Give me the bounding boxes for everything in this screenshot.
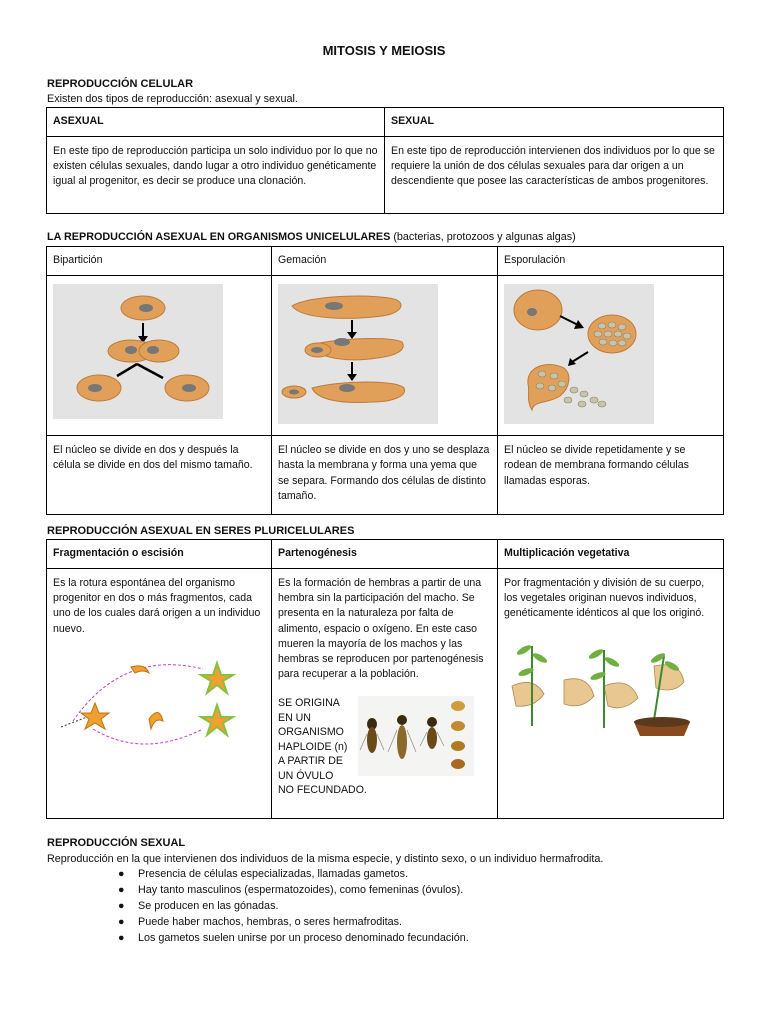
section-heading-pluricelulares: REPRODUCCIÓN ASEXUAL EN SERES PLURICELULARES: [47, 525, 355, 537]
list-item: ● Se producen en las gónadas.: [118, 900, 279, 912]
header-esporulacion: Esporulación: [498, 247, 724, 276]
table-pluricelulares: [46, 539, 724, 819]
section-heading-unicelulares: LA REPRODUCCIÓN ASEXUAL EN ORGANISMOS UNICELULARES (bacterias, protozoos y algunas algas): [47, 231, 576, 243]
header-asexual: ASEXUAL: [53, 115, 104, 128]
table-unicelulares: [46, 246, 724, 515]
section-intro-sexual: Reproducción en la que intervienen dos individuos de la misma especie, y distinto sexo, o un individuo hermafrodita.: [47, 853, 604, 865]
header-biparticion: Bipartición: [47, 247, 272, 276]
vegetative-illustration: [504, 636, 694, 740]
cell-multiplicacion-text: Por fragmentación y división de su cuerpo, los vegetales originan nuevos individuos, genéticamente idénticos al que los originó.: [504, 577, 705, 620]
list-item: ● Presencia de células especializadas, llamadas gametos.: [118, 868, 409, 880]
header-sexual: SEXUAL: [391, 115, 434, 128]
cell-sexual-text: En este tipo de reproducción intervienen dos individuos por lo que se requiere la unión de dos células sexuales para dar origen a un descendiente que posee las características de ambos progenitores.: [385, 137, 724, 214]
haploid-note: SE ORIGINA EN UN ORGANISMO HAPLOIDE (n) A PARTIR DE UN ÓVULO NO FECUNDADO.: [278, 697, 367, 797]
gemacion-illustration: [272, 276, 497, 430]
header-partenogenesis: Partenogénesis: [278, 547, 357, 560]
table-asexual-sexual: [46, 107, 724, 214]
header-multiplicacion-vegetativa: Multiplicación vegetativa: [504, 547, 630, 560]
header-gemacion: Gemación: [272, 247, 498, 276]
header-fragmentacion: Fragmentación o escisión: [53, 547, 184, 560]
cell-asexual-text: En este tipo de reproducción participa un solo individuo por lo que no existen células sexuales, dando lugar a otro individuo genéticamente igual al progenitor, es decir se produce una clonación.: [47, 137, 385, 214]
section-intro: Existen dos tipos de reproducción: asexual y sexual.: [47, 93, 298, 105]
bees-illustration: [358, 696, 474, 776]
esporulacion-illustration: [498, 276, 723, 430]
list-item: ● Puede haber machos, hembras, o seres hermafroditas.: [118, 916, 403, 928]
cell-esporulacion-text: El núcleo se divide repetidamente y se rodean de membrana formando células llamadas esporas.: [498, 436, 724, 515]
starfish-illustration: [53, 649, 253, 749]
cell-partenogenesis-text: Es la formación de hembras a partir de una hembra sin la participación del macho. Se presenta en la naturaleza por falta de alimento, espacio o oxígeno. En este caso mueren la mayoría de los machos y las hembras se reproducen por partenogénesis para recuperar a la población.: [278, 577, 484, 681]
page-title: MITOSIS Y MEIOSIS: [322, 43, 446, 58]
section-heading-reproduccion-celular: REPRODUCCIÓN CELULAR: [47, 78, 194, 90]
cell-fragmentacion-text: Es la rotura espontánea del organismo progenitor en dos o más fragmentos, cada uno de los cuales dará origen a un individuo nuevo.: [53, 577, 261, 635]
cell-biparticion-text: El núcleo se divide en dos y después la célula se divide en dos del mismo tamaño.: [47, 436, 272, 515]
list-item: ● Hay tanto masculinos (espermatozoides), como femeninas (óvulos).: [118, 884, 464, 896]
list-item: ● Los gametos suelen unirse por un proceso denominado fecundación.: [118, 932, 469, 944]
cell-gemacion-text: El núcleo se divide en dos y uno se desplaza hasta la membrana y forma una yema que se separa. Formando dos células de distinto tamaño.: [272, 436, 498, 515]
biparticion-illustration: [47, 276, 271, 430]
section-heading-reproduccion-sexual: REPRODUCCIÓN SEXUAL: [47, 837, 186, 849]
